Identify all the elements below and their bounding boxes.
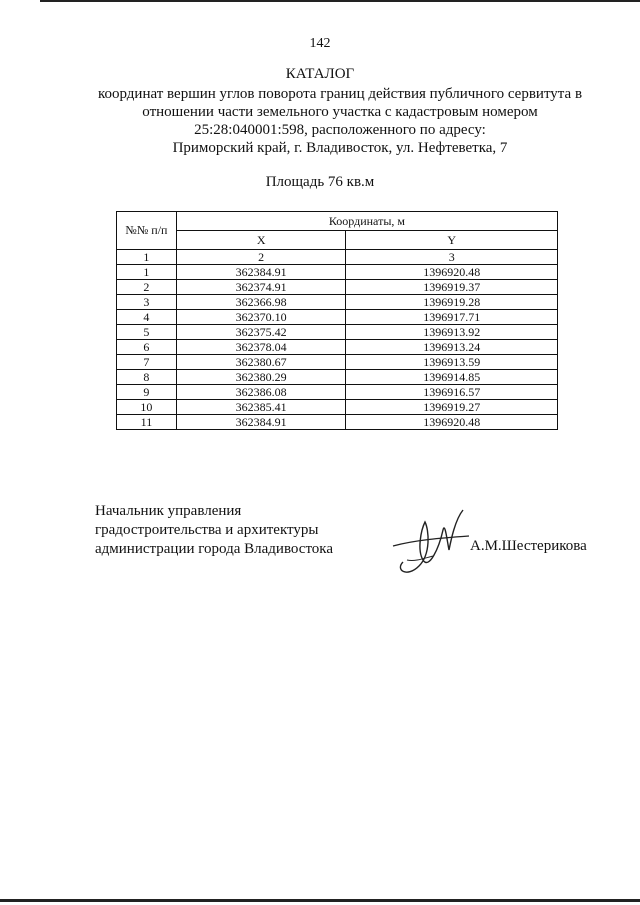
y-coordinate-cell: 1396917.71 — [346, 310, 558, 325]
table-row — [117, 325, 558, 340]
coordinates-table — [116, 211, 558, 430]
y-coordinate-cell: 1396916.57 — [346, 385, 558, 400]
x-coordinate-cell: 362378.04 — [176, 340, 346, 355]
subtitle-line: координат вершин углов поворота границ действия публичного сервитута в — [97, 86, 583, 102]
document-title: КАТАЛОГ — [285, 66, 355, 82]
signatory-line: градостроительства и архитектуры — [95, 522, 319, 538]
row-number-cell: 1 — [117, 265, 177, 280]
index-cell: 1 — [117, 250, 177, 265]
subtitle-line: Приморский край, г. Владивосток, ул. Нефтеветка, 7 — [172, 140, 508, 156]
row-number-cell: 9 — [117, 385, 177, 400]
y-coordinate-cell: 1396920.48 — [346, 415, 558, 430]
row-number-cell: 8 — [117, 370, 177, 385]
row-number-cell: 11 — [117, 415, 177, 430]
row-number-cell: 2 — [117, 280, 177, 295]
y-coordinate-cell: 1396913.59 — [346, 355, 558, 370]
index-cell: 2 — [176, 250, 346, 265]
y-coordinate-cell: 1396919.28 — [346, 295, 558, 310]
y-coordinate-cell: 1396920.48 — [346, 265, 558, 280]
col-num-header: №№ п/п — [117, 212, 177, 250]
y-coordinate-cell: 1396914.85 — [346, 370, 558, 385]
x-coordinate-cell: 362366.98 — [176, 295, 346, 310]
x-coordinate-cell: 362386.08 — [176, 385, 346, 400]
signatory-name: А.М.Шестерикова — [470, 538, 587, 554]
y-header: Y — [346, 231, 558, 250]
page-number: 142 — [309, 36, 331, 51]
index-cell: 3 — [346, 250, 558, 265]
table-row — [117, 355, 558, 370]
y-coordinate-cell: 1396919.27 — [346, 400, 558, 415]
scan-edge-bottom — [0, 899, 640, 902]
signatory-line: Начальник управления — [95, 503, 242, 519]
index-row — [117, 250, 558, 265]
x-coordinate-cell: 362374.91 — [176, 280, 346, 295]
row-number-cell: 5 — [117, 325, 177, 340]
row-number-cell: 6 — [117, 340, 177, 355]
document-subtitle — [40, 85, 640, 157]
scan-edge-top — [40, 0, 640, 2]
y-coordinate-cell: 1396913.92 — [346, 325, 558, 340]
table-row — [117, 265, 558, 280]
table-row — [117, 310, 558, 325]
y-coordinate-cell: 1396913.24 — [346, 340, 558, 355]
table-row — [117, 400, 558, 415]
row-number-cell: 10 — [117, 400, 177, 415]
row-number-cell: 7 — [117, 355, 177, 370]
table-row — [117, 370, 558, 385]
table-row — [117, 280, 558, 295]
y-coordinate-cell: 1396919.37 — [346, 280, 558, 295]
row-number-cell: 3 — [117, 295, 177, 310]
signatory-title — [95, 502, 333, 559]
x-coordinate-cell: 362384.91 — [176, 265, 346, 280]
x-coordinate-cell: 362370.10 — [176, 310, 346, 325]
signatory-line: администрации города Владивостока — [95, 541, 334, 557]
x-coordinate-cell: 362375.42 — [176, 325, 346, 340]
subtitle-line: отношении части земельного участка с кадастровым номером — [142, 104, 538, 120]
x-coordinate-cell: 362380.67 — [176, 355, 346, 370]
coords-header: Координаты, м — [176, 212, 557, 231]
table-row — [117, 295, 558, 310]
table-row — [117, 415, 558, 430]
x-coordinate-cell: 362385.41 — [176, 400, 346, 415]
x-coordinate-cell: 362380.29 — [176, 370, 346, 385]
x-coordinate-cell: 362384.91 — [176, 415, 346, 430]
row-number-cell: 4 — [117, 310, 177, 325]
area-label: Площадь 76 кв.м — [265, 174, 375, 190]
x-header: X — [176, 231, 346, 250]
subtitle-line: 25:28:040001:598, расположенного по адресу: — [194, 122, 486, 138]
handwritten-signature — [385, 500, 475, 580]
table-row — [117, 385, 558, 400]
table-row — [117, 340, 558, 355]
